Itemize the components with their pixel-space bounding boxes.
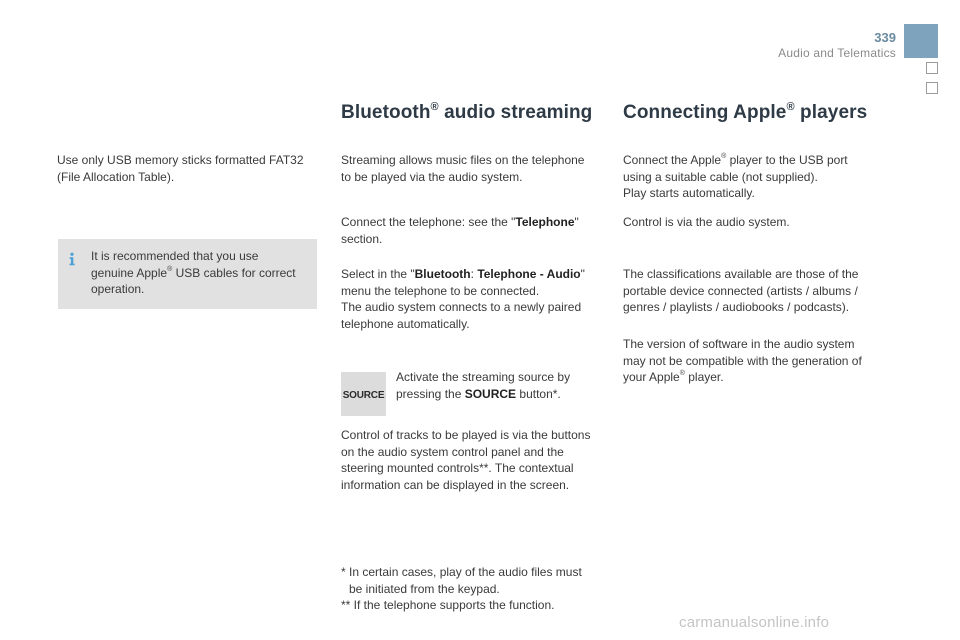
info-icon [65, 252, 79, 266]
tab-marker-box [926, 62, 938, 74]
bluetooth-para-4: Activate the streaming source by pressing the SOURCE button*. [396, 370, 571, 401]
usb-note: Use only USB memory sticks formatted FAT32 (File Allocation Table). [57, 153, 304, 184]
apple-heading: Connecting Apple® players [623, 100, 868, 123]
source-button-illustration [341, 372, 386, 416]
apple-para-1: Connect the Apple® player to the USB port using a suitable cable (not supplied). Play starts automatically. [623, 153, 848, 200]
tab-marker-box [926, 82, 938, 94]
section-title: Audio and Telematics [778, 46, 896, 60]
bluetooth-heading: Bluetooth® audio streaming [341, 100, 593, 123]
bluetooth-para-5: Control of tracks to be played is via the buttons on the audio system control panel and the steering mounted controls**. The contextual information can be displayed in the screen. [341, 428, 591, 492]
apple-para-2: Control is via the audio system. [623, 215, 790, 229]
apple-para-4: The version of software in the audio system may not be compatible with the generation of your Apple® player. [623, 337, 862, 384]
page-number: 339 [874, 30, 896, 45]
bluetooth-para-3: Select in the "Bluetooth: Telephone - Audio" menu the telephone to be connected. The audio system connects to a newly paired telephone automatically. [341, 267, 585, 331]
footnotes: * In certain cases, play of the audio files must be initiated from the keypad. ** If the telephone supports the function. [341, 565, 582, 612]
source-button-label: SOURCE [342, 390, 385, 401]
info-box [58, 239, 317, 309]
watermark: carmanualsonline.info [679, 614, 830, 631]
apple-para-3: The classifications available are those of the portable device connected (artists / albums / genres / playlists / audiobooks / podcasts). [623, 267, 859, 314]
bluetooth-para-2: Connect the telephone: see the "Telephone" section. [341, 215, 579, 246]
chapter-tab [904, 24, 938, 58]
info-text: It is recommended that you use genuine Apple® USB cables for correct operation. [91, 249, 296, 296]
bluetooth-para-1: Streaming allows music files on the telephone to be played via the audio system. [341, 153, 585, 184]
